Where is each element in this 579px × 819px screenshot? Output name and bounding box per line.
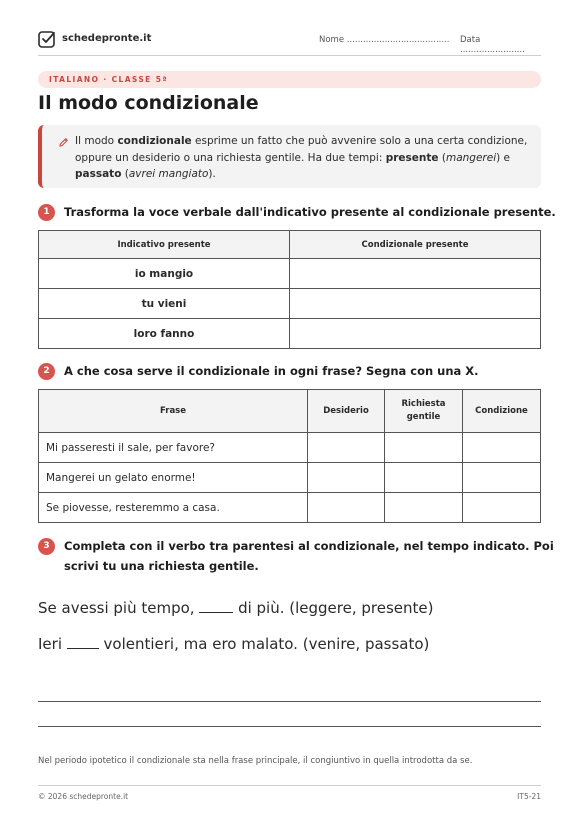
page-title: Il modo condizionale xyxy=(38,92,259,114)
checkbox-cell[interactable] xyxy=(308,433,385,463)
answer-blank[interactable] xyxy=(199,612,233,613)
date-dots: ........................ xyxy=(460,45,525,55)
sheet-code: IT5-21 xyxy=(517,792,541,801)
verb-cell: tu vieni xyxy=(39,289,290,319)
checkbox-cell[interactable] xyxy=(308,493,385,523)
table-row xyxy=(39,433,541,463)
exercise-2-number: 2 xyxy=(38,363,55,380)
table-row xyxy=(39,259,541,289)
column-header: Condizionale presente xyxy=(290,231,541,259)
table-row xyxy=(39,463,541,493)
table-row xyxy=(39,493,541,523)
table-row xyxy=(39,289,541,319)
phrase-cell: Mangerei un gelato enorme! xyxy=(39,463,308,493)
name-field[interactable] xyxy=(319,35,449,45)
exercise-3-number: 3 xyxy=(38,538,55,555)
answer-blank[interactable] xyxy=(67,648,99,649)
writing-line[interactable] xyxy=(38,726,541,727)
exercise-2-instruction: A che cosa serve il condizionale in ogni frase? Segna con una X. xyxy=(64,364,479,378)
name-label: Nome xyxy=(319,35,345,45)
column-header: Richiesta gentile xyxy=(385,390,463,433)
checkbox-cell[interactable] xyxy=(385,433,463,463)
copyright: © 2026 schedepronte.it xyxy=(38,792,129,801)
phrase-cell: Mi passeresti il sale, per favore? xyxy=(39,433,308,463)
checkbox-cell[interactable] xyxy=(463,433,541,463)
column-header: Indicativo presente xyxy=(39,231,290,259)
fill-sentence-2: Ieri volentieri, ma ero malato. (venire, passato) xyxy=(38,635,430,653)
exercise-1-number: 1 xyxy=(38,204,55,221)
checkbox-logo-icon xyxy=(38,30,56,48)
exercise-3-instruction-line2: scrivi tu una richiesta gentile. xyxy=(64,559,259,573)
date-field[interactable] xyxy=(460,35,541,55)
page-footer xyxy=(38,785,541,805)
answer-cell[interactable] xyxy=(290,289,541,319)
info-text: Il modo condizionale esprime un fatto che può avvenire solo a una certa condizione, oppure un desiderio o una richiesta gentile. Ha due tempi: presente (mangerei) e passato (avrei mangiato). xyxy=(75,135,528,180)
fill-sentence-1: Se avessi più tempo, di più. (leggere, presente) xyxy=(38,599,434,617)
date-label: Data xyxy=(460,35,481,45)
column-header: Desiderio xyxy=(308,390,385,433)
checkbox-cell[interactable] xyxy=(385,493,463,523)
table-row xyxy=(39,319,541,349)
name-dots: ...................................... xyxy=(346,35,450,45)
answer-cell[interactable] xyxy=(290,259,541,289)
subject-label: ITALIANO · CLASSE 5ª xyxy=(49,75,168,84)
column-header: Frase xyxy=(39,390,308,433)
exercise-1-instruction: Trasforma la voce verbale dall'indicativo presente al condizionale presente. xyxy=(64,205,556,219)
exercise-2-table xyxy=(38,389,541,523)
phrase-cell: Se piovesse, resteremmo a casa. xyxy=(39,493,308,523)
exercise-1-table xyxy=(38,230,541,349)
checkbox-cell[interactable] xyxy=(463,493,541,523)
answer-cell[interactable] xyxy=(290,319,541,349)
column-header: Condizione xyxy=(463,390,541,433)
checkbox-cell[interactable] xyxy=(463,463,541,493)
subject-badge xyxy=(38,71,541,88)
site-name: schedepronte.it xyxy=(62,33,152,44)
checkbox-cell[interactable] xyxy=(385,463,463,493)
exercise-3-instruction-line1: Completa con il verbo tra parentesi al condizionale, nel tempo indicato. Poi xyxy=(64,539,554,553)
checkbox-cell[interactable] xyxy=(308,463,385,493)
writing-line[interactable] xyxy=(38,701,541,702)
grammar-note: Nel periodo ipotetico il condizionale sta nella frase principale, il congiuntivo in quella introdotta da se. xyxy=(38,756,473,766)
pencil-icon xyxy=(58,137,69,148)
verb-cell: loro fanno xyxy=(39,319,290,349)
info-box xyxy=(38,125,541,188)
verb-cell: io mangio xyxy=(39,259,290,289)
page-header xyxy=(38,30,541,56)
